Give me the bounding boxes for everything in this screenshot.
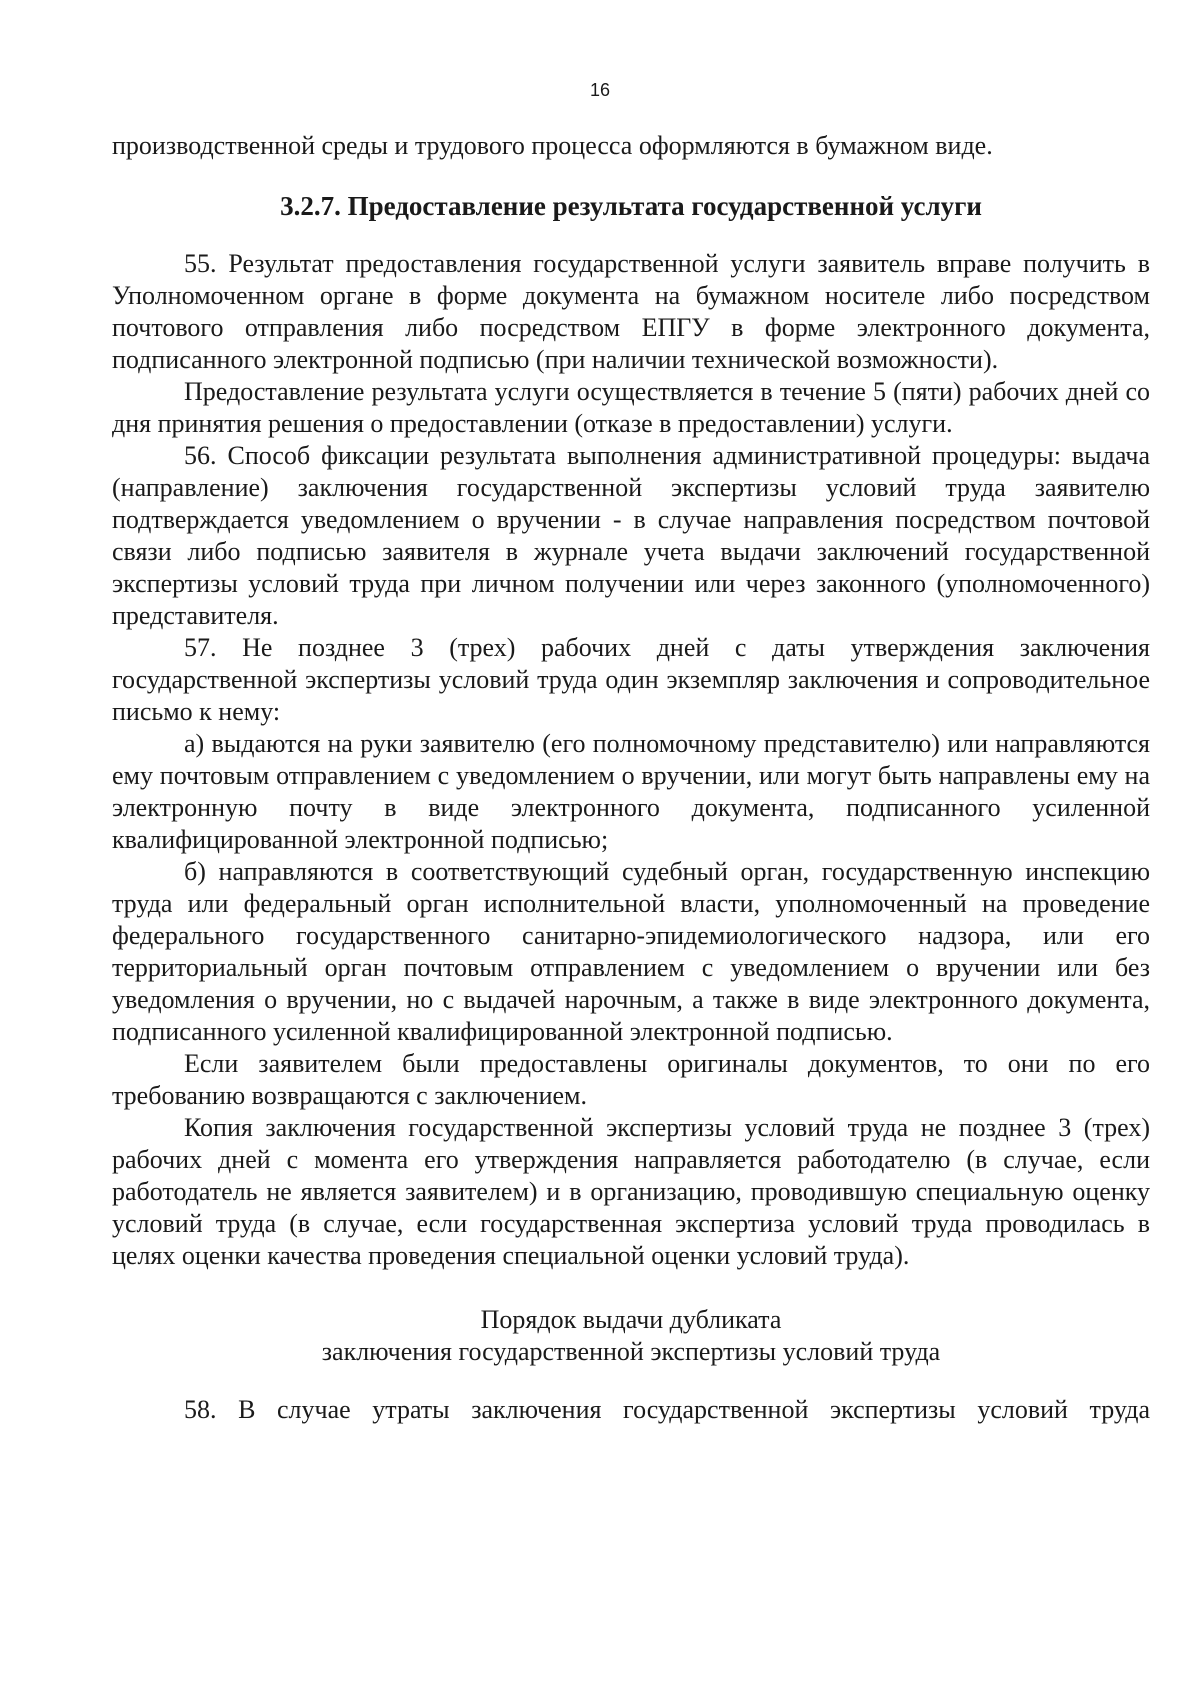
page-number: 16 — [589, 80, 611, 100]
paragraph-57-a: а) выдаются на руки заявителю (его полномочному представителю) или направляются ему почтовым отправлением с уведомлением о вручении, или могут быть направлены ему на электронную почту в виде электронного документа, подписанного усиленной квалифицированной электронной подписью; — [112, 729, 1150, 854]
paragraph-55-timing: Предоставление результата услуги осуществляется в течение 5 (пяти) рабочих дней со дня принятия решения о предоставлении (отказе в предоставлении) услуги. — [112, 377, 1150, 438]
paragraph-copy-to-employer: Копия заключения государственной экспертизы условий труда не позднее 3 (трех) рабочих дней с момента его утверждения направляется работодателю (в случае, если работодатель не является заявителем) и в организацию, проводившую специальную оценку условий труда (в случае, если государственная экспертиза условий труда проводилась в целях оценки качества проведения специальной оценки условий труда). — [112, 1113, 1150, 1270]
subsection-title-line-1: Порядок выдачи дубликата — [480, 1305, 782, 1334]
paragraph-originals-return: Если заявителем были предоставлены оригиналы документов, то они по его требованию возвращаются с заключением. — [112, 1049, 1150, 1110]
paragraph-57-b: б) направляются в соответствующий судебный орган, государственную инспекцию труда или федеральный орган исполнительной власти, уполномоченный на проведение федерального государственного санитарно-эпидемиологического надзора, или его территориальный орган почтовым отправлением с уведомлением о вручении или без уведомления о вручении, но с выдачей нарочным, а также в виде электронного документа, подписанного усиленной квалифицированной электронной подписью. — [112, 857, 1150, 1046]
document-body — [112, 130, 1150, 1426]
paragraph-57: 57. Не позднее 3 (трех) рабочих дней с даты утверждения заключения государственной экспертизы условий труда один экземпляр заключения и сопроводительное письмо к нему: — [112, 633, 1150, 726]
subsection-title-line-2: заключения государственной экспертизы условий труда — [321, 1337, 941, 1366]
continuation-paragraph: производственной среды и трудового процесса оформляются в бумажном виде. — [112, 131, 993, 160]
paragraph-58: 58. В случае утраты заключения государственной экспертизы условий труда — [184, 1395, 1150, 1424]
paragraph-56: 56. Способ фиксации результата выполнения административной процедуры: выдача (направление) заключения государственной экспертизы условий труда заявителю подтверждается уведомлением о вручении - в случае направления посредством почтовой связи либо подписью заявителя в журнале учета выдачи заключений государственной экспертизы условий труда при личном получении или через законного (уполномоченного) представителя. — [112, 441, 1150, 630]
section-title: 3.2.7. Предоставление результата государственной услуги — [280, 191, 982, 221]
paragraph-55: 55. Результат предоставления государственной услуги заявитель вправе получить в Уполномоченном органе в форме документа на бумажном носителе либо посредством почтового отправления либо посредством ЕПГУ в форме электронного документа, подписанного электронной подписью (при наличии технической возможности). — [112, 249, 1150, 374]
